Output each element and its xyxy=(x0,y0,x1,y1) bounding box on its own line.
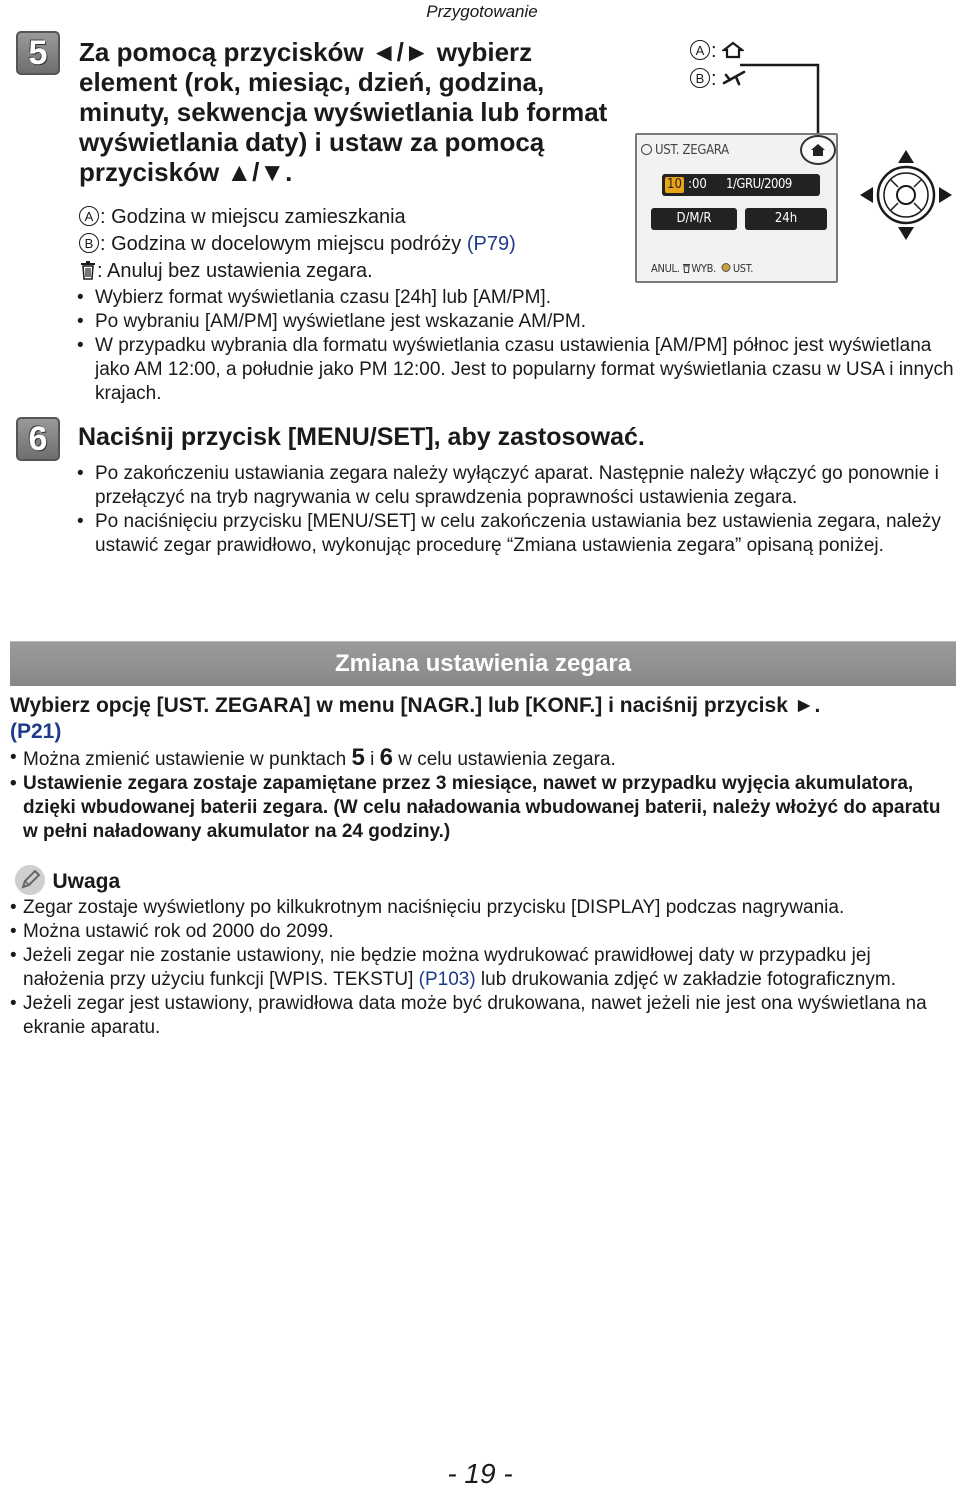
step-5-options xyxy=(79,205,639,283)
camera-clock-screen xyxy=(635,133,838,283)
list-item: • Jeżeli zegar jest ustawiony, prawidłowa data może być drukowana, nawet jeżeli nie jest ona wyświetlana na ekranie aparatu. xyxy=(10,992,945,1040)
option-home-time: A : Godzina w miejscu zamieszkania xyxy=(79,205,639,229)
list-item: • Po naciśnięciu przycisku [MENU/SET] w celu zakończenia ustawiania bez ustawienia zegara, należy ustawić zegar prawidłowo, wykonując procedurę “Zmiana ustawienia zegara” opisaną poniżej. xyxy=(77,510,957,558)
home-icon xyxy=(802,137,834,163)
minutes-field[interactable]: :00 xyxy=(688,177,707,192)
step-5-title-line: wyświetlania daty) i ustaw za pomocą xyxy=(79,127,545,157)
screen-title: UST. ZEGARA xyxy=(655,143,729,158)
step-5-bullets xyxy=(77,286,957,406)
letter-b-badge: B xyxy=(690,68,710,88)
trash-icon xyxy=(79,260,97,280)
list-item: • Wybierz format wyświetlania czasu [24h] lub [AM/PM]. xyxy=(77,286,957,310)
screen-footer xyxy=(651,262,753,275)
page-number: - 19 - xyxy=(447,1458,513,1489)
date-order-button[interactable]: D/M/R xyxy=(651,208,737,230)
section-header: Przygotowanie xyxy=(426,2,538,21)
pencil-note-icon xyxy=(14,864,46,896)
step-5-title-line: minuty, sekwencja wyświetlania lub format xyxy=(79,97,608,127)
time-format-button[interactable]: 24h xyxy=(745,208,827,230)
joystick-icon xyxy=(719,262,733,273)
list-item: • Po zakończeniu ustawiania zegara należy wyłączyć aparat. Następnie należy włączyć go ponownie i przełączyć na tryb nagrywania w celu sprawdzenia poprawności ustawienia zegara. xyxy=(77,462,957,510)
letter-a-badge: A xyxy=(79,206,99,226)
step-ref-6: 6 xyxy=(379,744,393,771)
legend-travel: B : xyxy=(690,65,746,93)
footer-set-label: UST. xyxy=(732,262,754,275)
section-bullets xyxy=(10,746,945,844)
note-bullets xyxy=(10,896,945,1040)
hour-field[interactable]: 10 xyxy=(667,177,682,192)
link-p79[interactable]: (P79) xyxy=(466,233,516,255)
section-instruction: Wybierz opcję [UST. ZEGARA] w menu [NAGR.] lub [KONF.] i naciśnij przycisk ►. (P21) xyxy=(10,694,821,743)
list-item: • Ustawienie zegara zostaje zapamiętane przez 3 miesiące, nawet w przypadku wyjęcia akumulatora, dzięki wbudowanej baterii zegara. (W celu naładowania wbudowanej baterii, należy włożyć do aparatu w pełni naładowany akumulator na 24 godziny.) xyxy=(10,772,945,844)
letter-b-badge: B xyxy=(79,233,99,253)
step-5-title-line: element (rok, miesiąc, dzień, godzina, xyxy=(79,67,545,97)
link-p21[interactable]: (P21) xyxy=(10,720,62,743)
link-p103[interactable]: (P103) xyxy=(418,969,476,990)
footer-select-label: WYB. xyxy=(691,262,716,275)
note-heading-text: Uwaga xyxy=(52,870,121,893)
list-item: • Można zmienić ustawienie w punktach 5 i 6 w celu ustawienia zegara. xyxy=(10,746,945,772)
list-item: • Zegar zostaje wyświetlony po kilkukrotnym naciśnięciu przycisku [DISPLAY] podczas nagrywania. xyxy=(10,896,945,920)
navigation-pad-icon xyxy=(858,147,954,243)
step-5-badge: 5 xyxy=(16,31,60,75)
step-ref-5: 5 xyxy=(351,744,365,771)
home-mode-indicator xyxy=(800,135,836,165)
time-date-row[interactable] xyxy=(662,174,820,196)
option-travel-time: B : Godzina w docelowym miejscu podróży (P79) xyxy=(79,232,639,256)
home-icon xyxy=(722,41,744,59)
step-6-title: Naciśnij przycisk [MENU/SET], aby zastosować. xyxy=(78,423,645,451)
step-5-title xyxy=(79,37,639,187)
callout-lines xyxy=(740,60,820,140)
option-cancel: : Anuluj bez ustawienia zegara. xyxy=(79,259,639,283)
screen-legend xyxy=(690,37,746,93)
footer-cancel-label: ANUL. xyxy=(651,262,680,275)
list-item: • W przypadku wybrania dla formatu wyświetlania czasu ustawienia [AM/PM] północ jest wyświetlana jako AM 12:00, a południe jako PM 12:00. Jest to popularny format wyświetlania czasu w USA i innych krajach. xyxy=(77,334,957,406)
clock-icon xyxy=(641,144,652,155)
list-item: • Jeżeli zegar nie zostanie ustawiony, nie będzie można wydrukować prawidłowej daty w przypadku jej nałożenia przy użyciu funkcji [WPIS. TEKSTU] (P103) lub drukowania zdjęć w zakładzie fotograficznym. xyxy=(10,944,945,992)
date-field[interactable]: 1/GRU/2009 xyxy=(726,177,792,192)
step-6-bullets xyxy=(77,462,957,558)
legend-home: A : xyxy=(690,37,746,65)
section-banner: Zmiana ustawienia zegara xyxy=(10,641,956,686)
list-item: • Po wybraniu [AM/PM] wyświetlane jest wskazanie AM/PM. xyxy=(77,310,957,334)
list-item: • Można ustawić rok od 2000 do 2099. xyxy=(10,920,945,944)
step-6-badge: 6 xyxy=(16,417,60,461)
step-5-title-line: Za pomocą przycisków ◄/► wybierz xyxy=(79,37,533,67)
note-heading xyxy=(14,864,120,896)
letter-a-badge: A xyxy=(690,40,710,60)
step-5-title-line: przycisków ▲/▼. xyxy=(79,157,293,187)
